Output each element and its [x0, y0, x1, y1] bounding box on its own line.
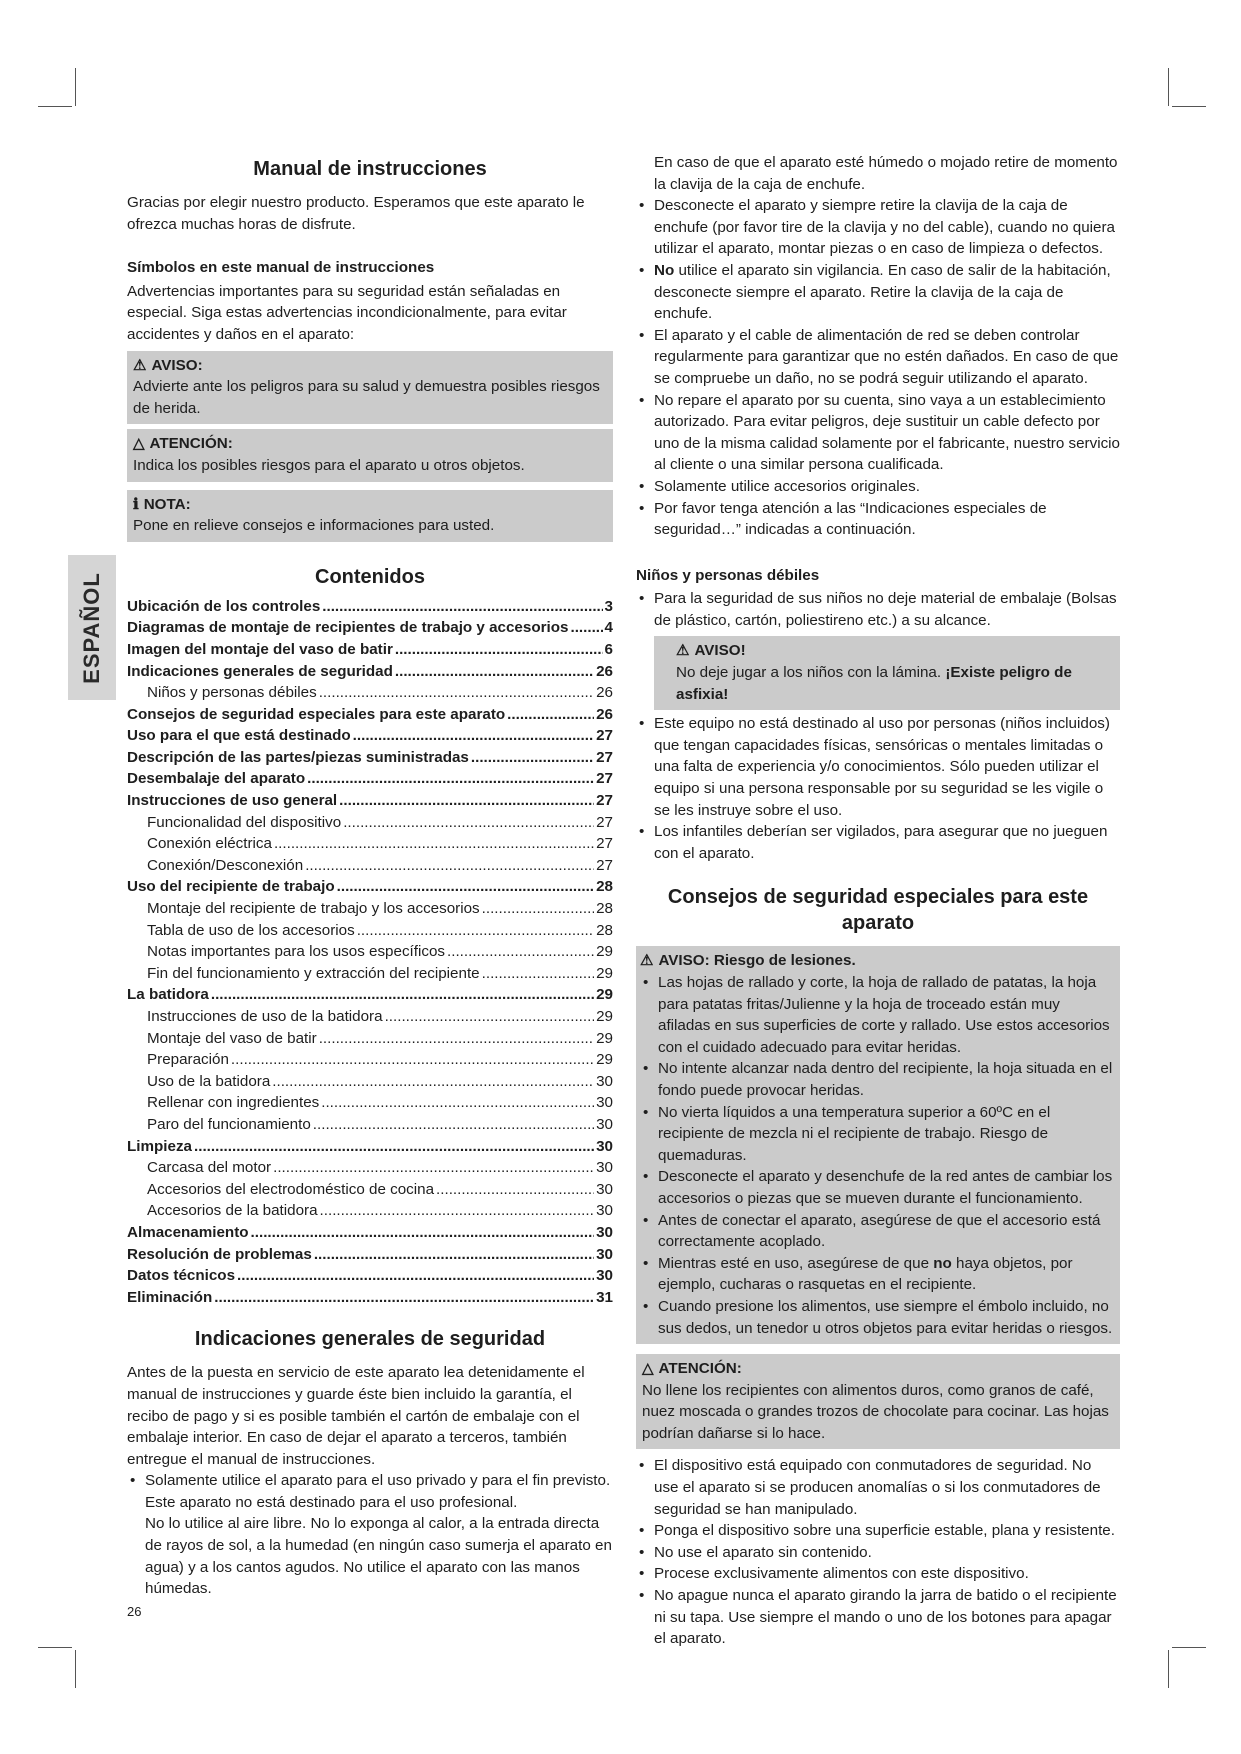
toc-leader-dots — [395, 661, 594, 683]
toc-entry-label: Desembalaje del aparato — [127, 770, 306, 788]
mientras-post: haya objetos, por ejemplo, cucharas o rasquetas en el recipiente. — [658, 1254, 1073, 1294]
toc-entry-page: 28 — [596, 878, 613, 896]
toc-entry-label: Indicaciones generales de seguridad — [127, 662, 393, 680]
toc-leader-dots — [436, 1179, 594, 1201]
toc-leader-dots — [305, 855, 594, 877]
toc-entry-page: 30 — [596, 1180, 613, 1198]
special-aviso-box — [636, 946, 1120, 1344]
left-column — [127, 152, 613, 1600]
toc-leader-dots — [237, 1265, 594, 1287]
toc-leader-dots — [307, 768, 594, 790]
toc-entry-label: Conexión eléctrica — [147, 835, 272, 853]
toc-entry-label: Resolución de problemas — [127, 1245, 312, 1263]
toc-entry — [127, 639, 613, 661]
mientras-pre: Mientras esté en uso, asegúrese de que — [658, 1254, 934, 1272]
toc-entry-label: Montaje del vaso de batir — [147, 1029, 317, 1047]
toc-entry-page: 29 — [596, 943, 613, 961]
toc-entry-label: Diagramas de montaje de recipientes de trabajo y accesorios — [127, 619, 569, 637]
toc-entry — [127, 725, 613, 747]
toc-entry-label: Eliminación — [127, 1288, 213, 1306]
symbols-heading: Símbolos en este manual de instrucciones — [127, 259, 435, 277]
aviso-text: Advierte ante los peligros para su salud y demuestra posibles riesgos de herida. — [133, 378, 600, 417]
nota-box — [127, 490, 613, 542]
toc-entry — [127, 984, 613, 1006]
general-bullet-1-line3: No lo utilice al aire libre. No lo exponga al calor, a la entrada directa de rayos de sol, a la humedad (en ningún caso sumerja el aparato en agua) y a los cantos agudos. No utilice el aparato con las manos húmedas. — [145, 1515, 612, 1598]
toc-entry-label: Paro del funcionamiento — [147, 1115, 311, 1133]
toc-entry-label: Imagen del montaje del vaso de batir — [127, 640, 393, 658]
crop-mark — [1172, 106, 1206, 107]
list-item: • Desconecte el aparato y siempre retire la clavija de la caja de enchufe (por favor tire de la clavija y no del cable), cuando no quiera utilizar el aparato, montar piezas o en caso de limpieza o defectos. — [636, 195, 1120, 260]
list-item: • No apague nunca el aparato girando la jarra de batido o el recipiente ni su tapa. Use siempre el mando o uno de los botones para apagar el aparato. — [636, 1585, 1120, 1650]
general-bullet-1: Solamente utilice el aparato para el uso privado y para el fin previsto. — [145, 1472, 611, 1490]
caution-triangle-icon: △ — [642, 1360, 654, 1378]
toc-leader-dots — [314, 1244, 594, 1266]
toc-leader-dots — [507, 704, 594, 726]
toc-entry — [127, 1157, 613, 1179]
list-item: • Desconecte el aparato y desenchufe de la red antes de cambiar los accesorios o piezas que se mueven durante el funcionamiento. — [640, 1166, 1116, 1209]
toc-entry-label: Accesorios del electrodoméstico de cocina — [147, 1180, 435, 1198]
toc-entry-page: 30 — [596, 1072, 613, 1090]
toc-entry-page: 27 — [596, 835, 613, 853]
toc-entry — [127, 941, 613, 963]
contents-title: Contenidos — [315, 565, 425, 588]
toc-entry-page: 30 — [596, 1267, 613, 1285]
toc-entry — [127, 898, 613, 920]
list-item — [640, 1253, 1116, 1296]
caution-triangle-icon: △ — [133, 435, 145, 453]
toc-leader-dots — [214, 1287, 594, 1309]
atencion-title: ATENCIÓN: — [149, 435, 233, 453]
symbols-text: Advertencias importantes para su seguridad están señaladas en especial. Siga estas advertencias incondicionalmente, para evitar accidentes y daños en el aparato: — [127, 282, 567, 343]
toc-entry-label: Almacenamiento — [127, 1223, 249, 1241]
list-item: • Solamente utilice accesorios originales. — [636, 476, 1120, 498]
toc-entry-label: Conexión/Desconexión — [147, 856, 304, 874]
toc-entry — [127, 1092, 613, 1114]
manual-title: Manual de instrucciones — [253, 158, 487, 180]
toc-entry — [127, 768, 613, 790]
language-side-tab — [68, 555, 116, 700]
list-item: • Los infantiles deberían ser vigilados, para asegurar que no jueguen con el aparato. — [636, 821, 1120, 864]
toc-leader-dots — [471, 747, 594, 769]
special-atencion-title: ATENCIÓN: — [658, 1360, 742, 1378]
asphyxia-warning: ¡Existe peligro de asfixia! — [676, 664, 1072, 703]
list-item — [127, 1470, 613, 1600]
nota-text: Pone en relieve consejos e informaciones para usted. — [133, 517, 495, 535]
warning-triangle-icon: ⚠ — [133, 356, 147, 374]
toc-entry-label: Uso de la batidora — [147, 1072, 271, 1090]
crop-mark — [38, 1647, 72, 1648]
list-item: • No intente alcanzar nada dentro del recipiente, la hoja situada en el fondo puede provocar heridas. — [640, 1058, 1116, 1101]
toc-entry-page: 4 — [604, 619, 613, 637]
toc-leader-dots — [319, 682, 594, 704]
toc-entry-label: Limpieza — [127, 1137, 192, 1155]
toc-entry-page: 29 — [596, 1051, 613, 1069]
toc-entry-label: Descripción de las partes/piezas suministradas — [127, 748, 469, 766]
toc-leader-dots — [231, 1049, 594, 1071]
general-safety-title: Indicaciones generales de seguridad — [194, 1328, 546, 1351]
toc-entry-label: Consejos de seguridad especiales para este aparato — [127, 705, 506, 723]
toc-leader-dots — [570, 617, 602, 639]
toc-entry-page: 27 — [596, 727, 613, 745]
toc-entry-label: Rellenar con ingredientes — [147, 1094, 320, 1112]
aviso-box — [127, 351, 613, 425]
crop-mark — [75, 1650, 76, 1688]
toc-entry-page: 27 — [596, 856, 613, 874]
toc-entry — [127, 1244, 613, 1266]
toc-entry-page: 29 — [596, 964, 613, 982]
list-item: • Cuando presione los alimentos, use siempre el émbolo incluido, no sus dedos, un tenedor u otros objetos para evitar heridas o riesgos. — [640, 1296, 1116, 1339]
toc-entry-page: 26 — [596, 684, 613, 702]
toc-entry-label: Carcasa del motor — [147, 1159, 272, 1177]
list-item: • Este equipo no está destinado al uso por personas (niños incluidos) que tengan capacidades físicas, sensóricas o mentales limitadas o una falta de experiencia y/o conocimientos. Sólo pueden utilizar el equipo si una persona responsable por su seguridad se les vigile o se les instruye sobre el uso. — [636, 713, 1120, 821]
toc-entry-page: 31 — [596, 1288, 613, 1306]
toc-entry-label: Uso para el que está destinado — [127, 727, 351, 745]
toc-entry-page: 30 — [596, 1094, 613, 1112]
crop-mark — [38, 106, 72, 107]
toc-entry-page: 28 — [596, 921, 613, 939]
toc-leader-dots — [337, 876, 594, 898]
toc-leader-dots — [339, 790, 594, 812]
toc-entry — [127, 1006, 613, 1028]
toc-entry-label: Datos técnicos — [127, 1267, 236, 1285]
toc-entry — [127, 747, 613, 769]
toc-entry-label: Montaje del recipiente de trabajo y los accesorios — [147, 900, 480, 918]
crop-mark — [1168, 1650, 1169, 1688]
toc-entry-page: 29 — [596, 1029, 613, 1047]
no-emphasis: No — [654, 261, 675, 279]
children-heading: Niños y personas débiles — [636, 566, 820, 584]
toc-entry — [127, 1114, 613, 1136]
list-item: • El dispositivo está equipado con conmutadores de seguridad. No use el aparato si se producen anomalías o si los conmutadores de seguridad se han manipulado. — [636, 1455, 1120, 1520]
list-item: • Por favor tenga atención a las “Indicaciones especiales de seguridad…” indicadas a continuación. — [636, 498, 1120, 541]
nota-title: NOTA: — [143, 495, 191, 513]
toc-entry-page: 27 — [596, 792, 613, 810]
atencion-box — [127, 429, 613, 481]
toc-entry-page: 30 — [596, 1245, 613, 1263]
language-label: ESPAÑOL — [79, 571, 104, 684]
page-number: 26 — [127, 1604, 142, 1619]
list-item: • Ponga el dispositivo sobre una superficie estable, plana y resistente. — [636, 1520, 1120, 1542]
right-column — [636, 152, 1120, 1650]
toc-entry-page: 27 — [596, 770, 613, 788]
toc-entry — [127, 1200, 613, 1222]
toc-entry — [127, 833, 613, 855]
toc-entry-label: Instrucciones de uso general — [127, 792, 338, 810]
toc-entry-label: Preparación — [147, 1051, 229, 1069]
toc-entry — [127, 920, 613, 942]
toc-leader-dots — [194, 1136, 594, 1158]
toc-leader-dots — [313, 1114, 594, 1136]
toc-entry-page: 30 — [596, 1159, 613, 1177]
toc-leader-dots — [322, 596, 602, 618]
toc-entry — [127, 812, 613, 834]
toc-entry-label: Niños y personas débiles — [147, 684, 317, 702]
special-atencion-box — [636, 1354, 1120, 1449]
toc-entry — [127, 617, 613, 639]
toc-entry-label: La batidora — [127, 986, 209, 1004]
toc-entry — [127, 1136, 613, 1158]
toc-entry — [127, 1071, 613, 1093]
toc-entry-page: 29 — [596, 1008, 613, 1025]
list-item — [636, 260, 1120, 325]
toc-entry-label: Instrucciones de uso de la batidora — [147, 1008, 383, 1025]
toc-leader-dots — [273, 1157, 594, 1179]
list-item: • Procese exclusivamente alimentos con este dispositivo. — [636, 1563, 1120, 1585]
toc-entry — [127, 1287, 613, 1309]
toc-entry — [127, 1049, 613, 1071]
toc-entry — [127, 855, 613, 877]
toc-entry — [127, 790, 613, 812]
children-aviso-box — [654, 636, 1120, 710]
list-item: • No vierta líquidos a una temperatura superior a 60ºC en el recipiente de mezcla ni el recipiente de trabajo. Riesgo de quemaduras. — [640, 1102, 1116, 1167]
toc-entry — [127, 661, 613, 683]
toc-entry-label: Funcionalidad del dispositivo — [147, 813, 342, 831]
toc-leader-dots — [385, 1006, 595, 1028]
list-item: • No repare el aparato por su cuenta, sino vaya a un establecimiento autorizado. Para evitar peligros, deje sustituir un cable defecto por uno de la misma calidad solamente por el fabricante, nuestro servicio al cliente o una similar persona cualificada. — [636, 390, 1120, 476]
toc-entry-label: Uso del recipiente de trabajo — [127, 878, 335, 896]
no-emphasis: no — [933, 1254, 952, 1272]
toc-entry-page: 27 — [596, 748, 613, 766]
general-safety-text: Antes de la puesta en servicio de este aparato lea detenidamente el manual de instrucciones y guarde éste bien incluido la garantía, el recibo de pago y si es posible también el cartón de embalaje con el embalaje interior. En caso de dejar el aparato a terceros, también entregue el manual de instrucciones. — [127, 1364, 585, 1468]
warning-triangle-icon: ⚠ — [676, 642, 690, 660]
no-rest-text: utilice el aparato sin vigilancia. En caso de salir de la habitación, desconecte siempre el aparato. Retire la clavija de la caja de enchufe. — [654, 261, 1111, 323]
toc-entry-page: 27 — [596, 813, 613, 831]
toc-entry-page: 30 — [596, 1137, 613, 1155]
table-of-contents — [127, 596, 613, 1309]
toc-leader-dots — [395, 639, 603, 661]
toc-leader-dots — [357, 920, 594, 942]
toc-entry-label: Ubicación de los controles — [127, 597, 321, 615]
toc-leader-dots — [251, 1222, 595, 1244]
toc-entry — [127, 1028, 613, 1050]
crop-mark — [1168, 68, 1169, 106]
toc-entry-label: Accesorios de la batidora — [147, 1202, 318, 1220]
toc-entry-page: 30 — [596, 1223, 613, 1241]
toc-leader-dots — [482, 963, 594, 985]
toc-entry-page: 6 — [604, 640, 613, 658]
toc-entry — [127, 682, 613, 704]
intro-text: Gracias por elegir nuestro producto. Esperamos que este aparato le ofrezca muchas horas de disfrute. — [127, 194, 585, 233]
toc-entry — [127, 1179, 613, 1201]
toc-entry — [127, 876, 613, 898]
toc-leader-dots — [320, 1200, 595, 1222]
toc-leader-dots — [321, 1092, 594, 1114]
toc-entry-page: 3 — [604, 597, 613, 615]
list-item: • El aparato y el cable de alimentación de red se deben controlar regularmente para garantizar que no estén dañados. En caso de que se compruebe un daño, no se podrá seguir utilizando el aparato. — [636, 325, 1120, 390]
toc-entry — [127, 596, 613, 618]
special-aviso-title: AVISO: Riesgo de lesiones. — [658, 952, 856, 970]
list-item: • Las hojas de rallado y corte, la hoja de rallado de patatas, la hoja para patatas fritas/Julienne y la hoja de troceado están muy afiladas en sus superficies de corte y rallado. Use estos accesorios con el cuidado adecuado para evitar heridas. — [640, 972, 1116, 1058]
toc-entry-label: Tabla de uso de los accesorios — [147, 921, 355, 939]
toc-entry-page: 28 — [596, 900, 613, 918]
toc-leader-dots — [274, 833, 594, 855]
children-aviso-text: No deje jugar a los niños con la lámina. — [676, 664, 946, 682]
continuation-text: En caso de que el aparato esté húmedo o mojado retire de momento la clavija de la caja de enchufe. — [654, 154, 1118, 193]
special-atencion-text: No llene los recipientes con alimentos duros, como granos de café, nuez moscada o grandes trozos de chocolate para cocinar. Las hojas podrían dañarse si lo hace. — [642, 1381, 1109, 1442]
general-bullet-1-line2: Este aparato no está destinado para el uso profesional. — [145, 1493, 518, 1511]
info-icon: ℹ — [133, 495, 139, 513]
toc-entry — [127, 704, 613, 726]
toc-entry — [127, 1222, 613, 1244]
toc-entry-page: 30 — [596, 1115, 613, 1133]
toc-entry-page: 26 — [596, 662, 613, 680]
toc-entry-page: 30 — [596, 1202, 613, 1220]
children-aviso-title: AVISO! — [694, 642, 746, 660]
toc-leader-dots — [482, 898, 594, 920]
toc-entry-label: Fin del funcionamiento y extracción del recipiente — [147, 964, 480, 982]
toc-entry — [127, 1265, 613, 1287]
toc-leader-dots — [211, 984, 594, 1006]
atencion-text: Indica los posibles riesgos para el aparato u otros objetos. — [133, 456, 525, 474]
list-item: • Antes de conectar el aparato, asegúrese de que el accesorio está correctamente acoplado. — [640, 1210, 1116, 1253]
toc-leader-dots — [447, 941, 594, 963]
list-item: • Para la seguridad de sus niños no deje material de embalaje (Bolsas de plástico, cartón, poliestireno etc.) a su alcance. — [636, 588, 1120, 631]
toc-entry — [127, 963, 613, 985]
toc-leader-dots — [272, 1071, 594, 1093]
crop-mark — [75, 68, 76, 106]
toc-entry-label: Notas importantes para los usos específicos — [147, 943, 445, 961]
aviso-title: AVISO: — [151, 356, 203, 374]
special-safety-title: Consejos de seguridad especiales para este aparato — [667, 886, 1089, 935]
toc-entry-page: 26 — [596, 705, 613, 723]
warning-triangle-icon: ⚠ — [640, 952, 654, 970]
toc-leader-dots — [319, 1028, 594, 1050]
list-item: • No use el aparato sin contenido. — [636, 1542, 1120, 1564]
toc-leader-dots — [343, 812, 594, 834]
toc-leader-dots — [353, 725, 594, 747]
crop-mark — [1172, 1647, 1206, 1648]
toc-entry-page: 29 — [596, 986, 613, 1004]
